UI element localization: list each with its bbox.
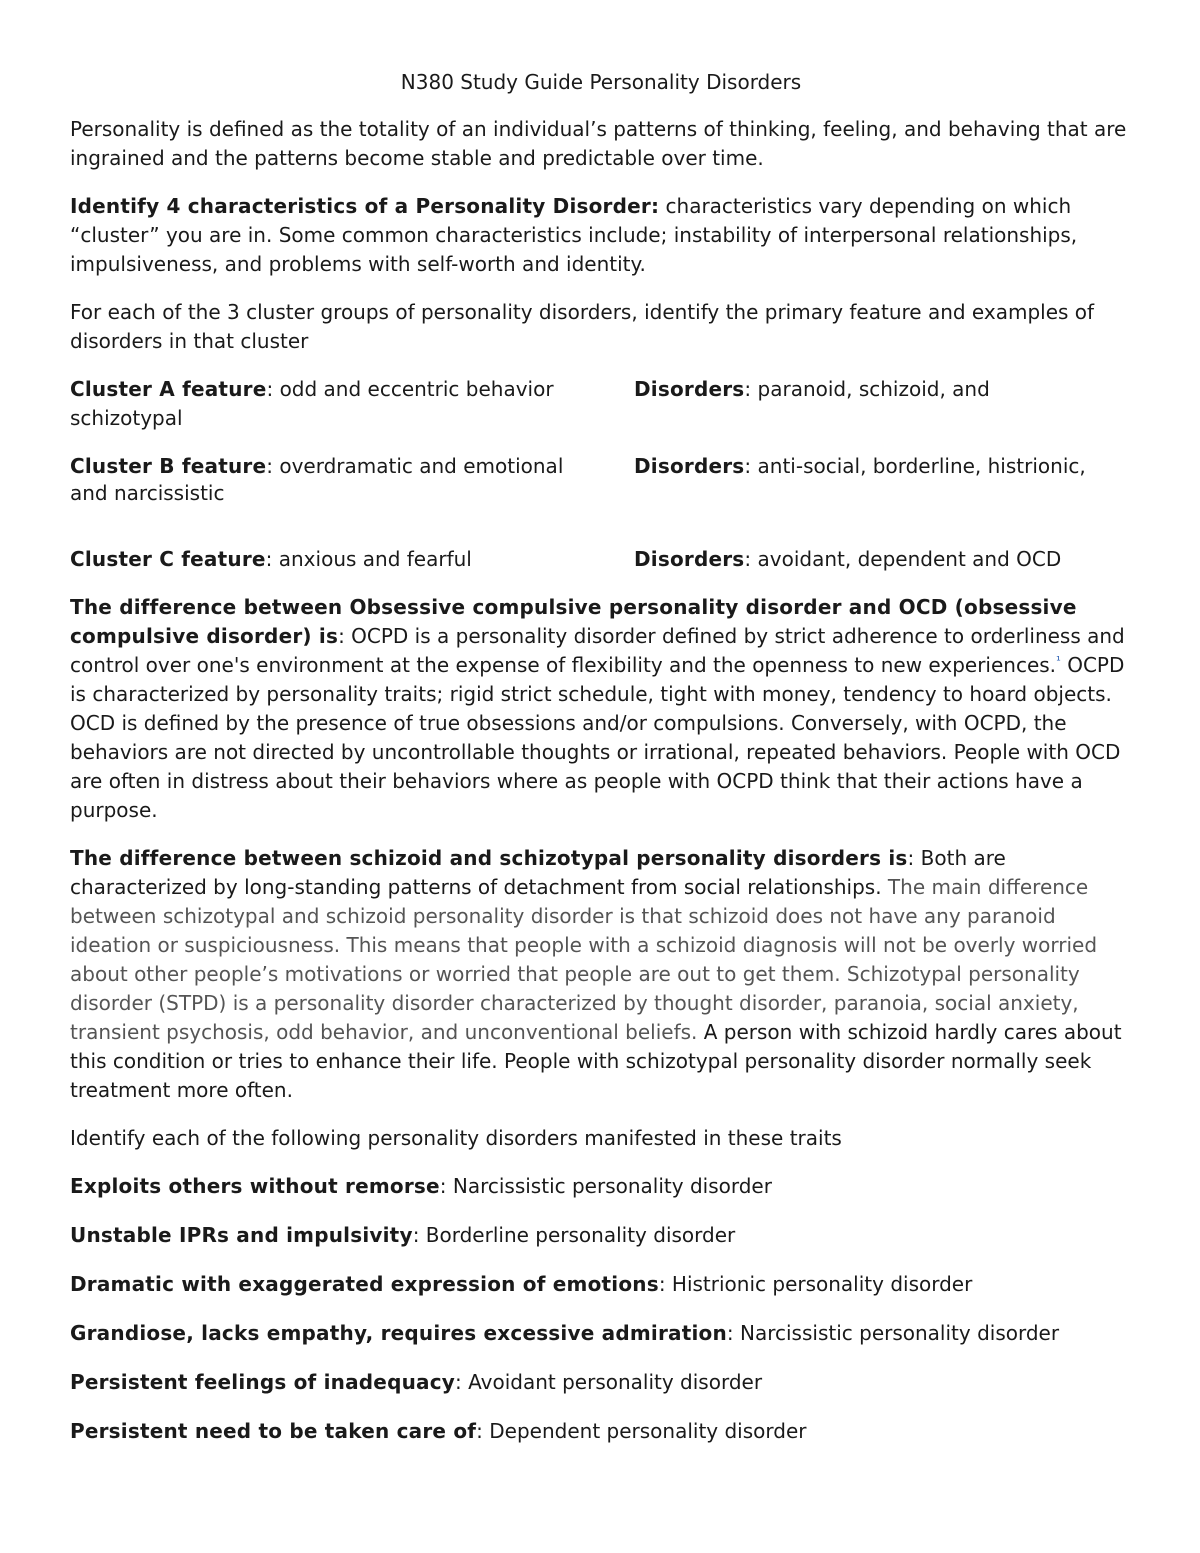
trait-label: Grandiose, lacks empathy, requires excessive admiration	[70, 1321, 727, 1345]
trait-answer: : Narcissistic personality disorder	[726, 1321, 1060, 1345]
trait-item	[70, 1172, 1132, 1201]
schizoid-heading: The difference between schizoid and schizotypal personality disorders is	[70, 846, 908, 870]
footnote-mark[interactable]: ¹	[1056, 653, 1061, 668]
cluster-b-label: Cluster B feature	[70, 454, 267, 478]
trait-item	[70, 1221, 1132, 1250]
cluster-a-row	[70, 375, 1132, 433]
intro-paragraph: Personality is defined as the totality of an individual’s patterns of thinking, feeling, and behaving that are ingrained and the patterns become stable and predictable over time.	[70, 117, 1127, 170]
trait-answer: : Histrionic personality disorder	[658, 1272, 973, 1296]
document-page	[70, 68, 1132, 1466]
cluster-c-feature: : anxious and fearful	[265, 547, 472, 571]
characteristics-paragraph	[70, 192, 1132, 279]
ocpd-text-1: : OCPD is a personality disorder defined by strict adherence to orderliness and control over one's environment at the expense of flexibility and the openness to new experiences.	[70, 624, 1125, 677]
schizoid-paragraph	[70, 844, 1132, 1105]
cluster-c-label: Cluster C feature	[70, 547, 266, 571]
trait-answer: : Avoidant personality disorder	[455, 1370, 763, 1394]
cluster-a-label: Cluster A feature	[70, 377, 267, 401]
cluster-a-disorders-label: Disorders	[634, 377, 745, 401]
cluster-c-disorders: : avoidant, dependent and OCD	[744, 547, 1062, 571]
cluster-b-feature: : overdramatic and emotional	[266, 454, 564, 478]
cluster-c-disorders-label: Disorders	[634, 547, 745, 571]
ocpd-heading: The difference between Obsessive compulsive personality disorder and OCD (obsessive compulsive disorder) is	[70, 595, 1077, 648]
trait-item	[70, 1368, 1132, 1397]
cluster-b-continuation: and narcissistic	[70, 481, 225, 505]
page-title: N380 Study Guide Personality Disorders	[400, 70, 802, 94]
cluster-b-disorders-label: Disorders	[634, 454, 745, 478]
clusters-intro: For each of the 3 cluster groups of personality disorders, identify the primary feature and examples of disorders in that cluster	[70, 300, 1095, 353]
traits-intro: Identify each of the following personality disorders manifested in these traits	[70, 1126, 842, 1150]
trait-label: Exploits others without remorse	[70, 1174, 440, 1198]
cluster-a-disorders: : paranoid, schizoid, and	[744, 377, 990, 401]
cluster-a-continuation: schizotypal	[70, 406, 183, 430]
trait-label: Persistent feelings of inadequacy	[70, 1370, 456, 1394]
schizoid-text-3: A person with schizoid hardly cares about this condition or tries to enhance their life. People with schizotypal personality disorder normally seek treatment more often.	[70, 1020, 1122, 1102]
trait-label: Dramatic with exaggerated expression of emotions	[70, 1272, 659, 1296]
schizoid-text-2: The main difference between schizotypal and schizoid personality disorder is that schizoid does not have any paranoid ideation or suspiciousness. This means that people with a schizoid diagnosis will not be overly worried about other people’s motivations or worried that people are out to get them. Schizotypal personality disorder (STPD) is a personality disorder characterized by thought disorder, paranoia, social anxiety, transient psychosis, odd behavior, and unconventional beliefs.	[70, 875, 1098, 1044]
trait-label: Unstable IPRs and impulsivity	[70, 1223, 413, 1247]
cluster-b-row	[70, 452, 1132, 505]
trait-label: Persistent need to be taken care of	[70, 1419, 477, 1443]
trait-item	[70, 1417, 1132, 1446]
trait-item	[70, 1319, 1132, 1348]
cluster-c-row	[70, 545, 1132, 574]
ocpd-paragraph	[70, 593, 1132, 825]
ocpd-text-2: OCPD is characterized by personality traits; rigid strict schedule, tight with money, tendency to hoard objects. OCD is defined by the presence of true obsessions and/or compulsions. Conversely, with OCPD, the behaviors are not directed by uncontrollable thoughts or irrational, repeated behaviors. People with OCD are often in distress about their behaviors where as people with OCPD think that their actions have a purpose.	[70, 653, 1125, 822]
trait-answer: : Narcissistic personality disorder	[439, 1174, 772, 1198]
trait-item	[70, 1270, 1132, 1299]
schizoid-text-1: : Both are characterized by long-standing patterns of detachment from social relationships.	[70, 846, 1006, 899]
trait-answer: : Dependent personality disorder	[476, 1419, 807, 1443]
characteristics-text: characteristics vary depending on which “cluster” you are in. Some common characteristics include; instability of interpersonal relationships, impulsiveness, and problems with self-worth and identity.	[70, 194, 1078, 276]
cluster-a-feature: : odd and eccentric behavior	[266, 377, 554, 401]
trait-answer: : Borderline personality disorder	[412, 1223, 736, 1247]
characteristics-heading: Identify 4 characteristics of a Personality Disorder:	[70, 194, 660, 218]
cluster-b-disorders: : anti-social, borderline, histrionic,	[744, 454, 1086, 478]
